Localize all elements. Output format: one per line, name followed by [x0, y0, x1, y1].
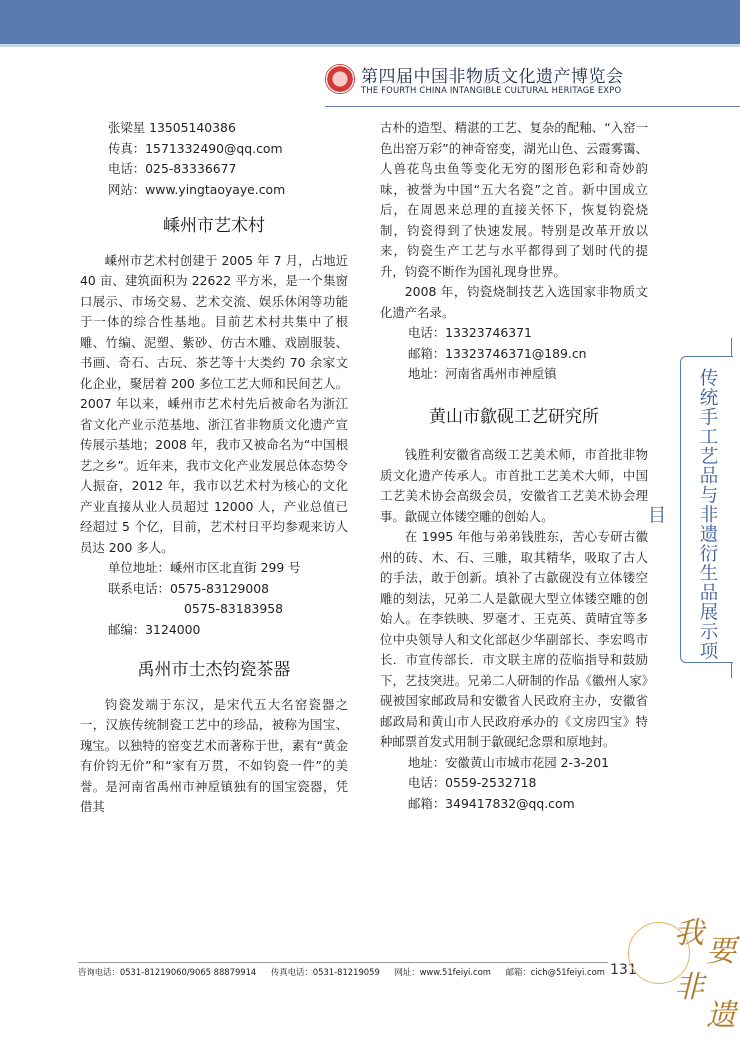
left-column: [80, 118, 348, 818]
footer-contacts: [78, 966, 617, 978]
footer-fax: 传真电话：0531-81219059: [270, 967, 380, 977]
section-paragraph: 钱胜利安徽省高级工艺美术师，市首批非物质文化遗产传承人。市首批工艺美术大师，中国工艺美术协会高级会员，安徽省工艺美术协会理事。歙砚立体镂空雕的创始人。: [380, 447, 648, 524]
section-paragraph: 嵊州市艺术村创建于 2005 年 7 月，占地近 40 亩、建筑面积为 22622 平方米，是一个集窗口展示、市场交易、艺术交流、娱乐休闲等功能于一体的综合性基地。目前艺术村共集中了根雕、竹编、泥塑、紫砂、仿古木雕、戏剧服装、书画、奇石、古玩、茶艺等十大类约 70 余家文化企业，聚居着 200 多位工艺大师和民间艺人。2007 年以来，嵊州市艺术村先后被命名为浙江省文化产业示范基地、浙江省非物质文化遗产宣传展示基地；2008 年，我市又被命名为“中国根艺之乡”。近年来，我市文化产业发展总体态势令人振奋，2012 年，我市以艺术村为核心的文化产业直接从业人员超过 12000 人，产业总值已经超过 5 个亿，目前，艺术村日平均参观来访人员达 200 多人。: [80, 252, 348, 555]
contact-line: 电话：025-83336677: [108, 161, 237, 176]
deco-char: 要: [706, 934, 736, 969]
deco-char: 我: [674, 916, 704, 951]
address-line: 地址：河南省禹州市神垕镇: [408, 366, 557, 381]
section-title: 黄山市歙砚工艺研究所: [429, 406, 599, 427]
header-divider: [325, 106, 740, 107]
top-banner-stripe: [0, 44, 740, 47]
deco-char: 非: [674, 970, 704, 1005]
footer-divider: [78, 962, 608, 963]
section-paragraph: 在 1995 年他与弟弟钱胜东，苦心专研古徽州的砖、木、石、三雕，取其精华，吸取了古人的手法，敢于创新。填补了古歙砚没有立体镂空雕的刻法，兄弟二人是歙砚大型立体镂空雕的创始人。在李铁映、罗毫才、王克英、黄晴宜等多位中央领导人和文化部赵少华副部长、李宏鸣市长．市宣传部长．市文联主席的莅临指导和鼓励下，艺技突进。兄弟二人研制的作品《徽州人家》砚被国家邮政局和安徽省人民政府主办，安徽省邮政局和黄山市人民政府承办的《文房四宝》特种邮票首发式用制于歙砚纪念票和原地封。: [380, 529, 648, 749]
address-line: 单位地址：嵊州市区北直街 299 号: [108, 560, 301, 575]
contact-line: 传真：1571332490@qq.com: [108, 140, 283, 156]
footer-email: 邮箱：cich@51feiyi.com: [505, 967, 605, 977]
contact-line: 网站：www.yingtaoyaye.com: [108, 181, 286, 197]
section-paragraph: 钧瓷发端于东汉，是宋代五大名窑瓷器之一，汉族传统制瓷工艺中的珍品，被称为国宝、瑰宝。以独特的窑变艺术而著称于世，素有“黄金有价钧无价”和“家有万贯，不如钧瓷一件”的美誉。是河南省禹州市神垕镇独有的国宝瓷器，凭借其: [80, 696, 348, 814]
section-paragraph: 2008 年，钧瓷烧制技艺入选国家非物质文化遗产名录。: [380, 284, 648, 320]
header-title-en: THE FOURTH CHINA INTANGIBLE CULTURAL HERITAGE EXPO: [361, 85, 622, 95]
section-title: 嵊州市艺术村: [163, 216, 265, 236]
header-title-cn: 第四届中国非物质文化遗产博览会: [361, 67, 624, 87]
address-line: 地址：安徽黄山市城市花园 2-3-201: [408, 754, 609, 770]
footer-consult-phone: 咨询电话：0531-81219060/9065 88879914: [78, 967, 257, 977]
deco-char: 遗: [706, 998, 736, 1033]
phone-line: 电话：13323746371: [408, 325, 532, 340]
section-title: 禹州市士杰钧瓷茶器: [137, 660, 291, 680]
decoration-emblem: [614, 904, 740, 1047]
phone-line: 联系电话：0575-83129008: [108, 580, 270, 596]
right-column: [380, 118, 648, 814]
contact-line: 张梁星 13505140386: [108, 120, 236, 135]
phone-line: 0575-83183958: [184, 601, 284, 616]
page-number: 131: [610, 962, 637, 978]
footer-website: 网址：www.51feiyi.com: [394, 967, 491, 977]
side-category-tab: [645, 356, 733, 663]
expo-header: [325, 62, 725, 106]
email-line: 邮箱：349417832@qq.com: [408, 795, 575, 811]
expo-logo-icon: [325, 64, 355, 94]
section-paragraph: 古朴的造型、精湛的工艺、复杂的配釉、“入窑一色出窑万彩”的神奇窑变，湖光山色、云霞雾霭、人兽花鸟虫鱼等变化无穷的图形色彩和奇妙韵味，被誉为中国“五大名瓷”之首。新中国成立后，在周恩来总理的直接关怀下，恢复钧瓷烧制，钧瓷得到了快速发展。特别是改革开放以来，钧瓷生产工艺与水平都得到了划时代的提升，钧瓷不断作为国礼现身世界。: [380, 120, 648, 279]
postcode-line: 邮编：3124000: [108, 621, 201, 637]
top-banner: [0, 0, 740, 44]
email-line: 邮箱：13323746371@189.cn: [408, 345, 587, 361]
side-tab-label: 传统手工艺品与非遗衍生品展示项目: [645, 368, 718, 661]
phone-line: 电话：0559-2532718: [408, 775, 537, 790]
